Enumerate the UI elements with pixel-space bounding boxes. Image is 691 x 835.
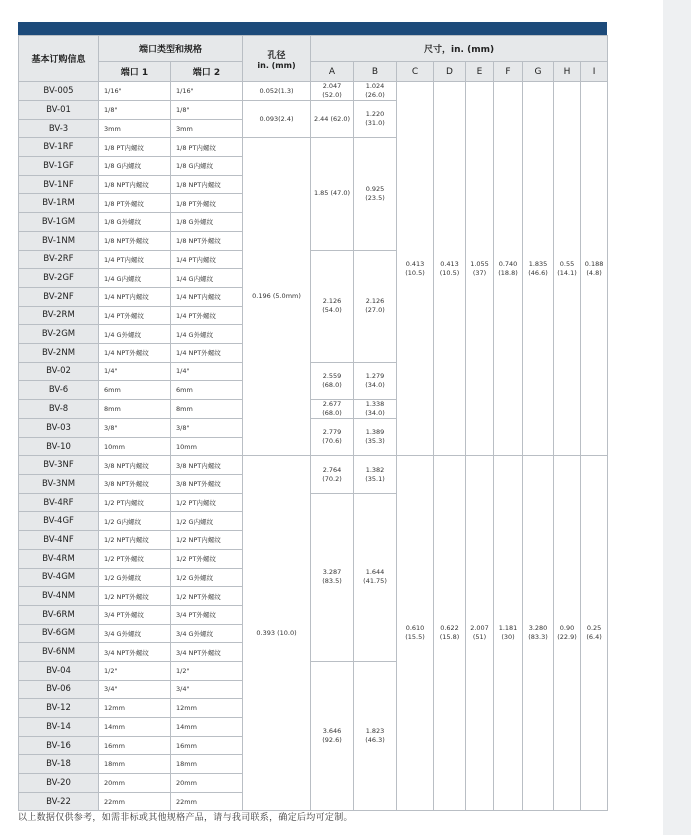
model-cell: BV-2NF <box>19 287 99 306</box>
model-cell: BV-20 <box>19 774 99 793</box>
port2-cell: 22mm <box>171 792 243 811</box>
port1-cell: 6mm <box>99 381 171 400</box>
port2-cell: 16mm <box>171 736 243 755</box>
header-dims: 尺寸，in. (mm) <box>311 36 608 62</box>
port1-cell: 1/8 PT外螺纹 <box>99 194 171 213</box>
header-col-b: B <box>354 62 397 82</box>
dim-b-cell: 0.925 (23.5) <box>354 138 397 250</box>
port1-cell: 1/2 PT外螺纹 <box>99 549 171 568</box>
port2-cell: 1/2 NPT内螺纹 <box>171 531 243 550</box>
dim-i-group1: 0.188 (4.8) <box>581 82 608 456</box>
port2-cell: 1/2" <box>171 661 243 680</box>
model-cell: BV-1GM <box>19 213 99 232</box>
model-cell: BV-22 <box>19 792 99 811</box>
port2-cell: 1/8 PT内螺纹 <box>171 138 243 157</box>
model-cell: BV-1RM <box>19 194 99 213</box>
model-cell: BV-3NF <box>19 456 99 475</box>
model-cell: BV-1NM <box>19 231 99 250</box>
model-cell: BV-005 <box>19 82 99 101</box>
port2-cell: 1/4" <box>171 362 243 381</box>
dim-b-cell: 1.382 (35.1) <box>354 456 397 493</box>
port1-cell: 3/8 NPT内螺纹 <box>99 456 171 475</box>
port1-cell: 1/8 NPT外螺纹 <box>99 231 171 250</box>
dim-d-group2: 0.622 (15.8) <box>434 456 466 811</box>
dim-a-cell: 2.779 (70.6) <box>311 419 354 456</box>
port1-cell: 1/4 NPT内螺纹 <box>99 287 171 306</box>
dim-g-group2: 3.280 (83.3) <box>523 456 554 811</box>
model-cell: BV-18 <box>19 755 99 774</box>
dim-a-cell: 2.126 (54.0) <box>311 250 354 362</box>
port1-cell: 1/2 PT内螺纹 <box>99 493 171 512</box>
port1-cell: 14mm <box>99 718 171 737</box>
port2-cell: 3/4 PT外螺纹 <box>171 605 243 624</box>
port2-cell: 3/8 NPT内螺纹 <box>171 456 243 475</box>
header-port-group: 端口类型和规格 <box>99 36 243 62</box>
port2-cell: 3mm <box>171 119 243 138</box>
port2-cell: 1/8 G内螺纹 <box>171 157 243 176</box>
dim-a-cell: 3.287 (83.5) <box>311 493 354 661</box>
port1-cell: 3mm <box>99 119 171 138</box>
dim-a-cell: 1.85 (47.0) <box>311 138 354 250</box>
model-cell: BV-3NM <box>19 475 99 494</box>
model-cell: BV-02 <box>19 362 99 381</box>
dim-a-cell: 3.646 (92.6) <box>311 661 354 811</box>
model-cell: BV-4GF <box>19 512 99 531</box>
dim-e-group1: 1.055 (37) <box>466 82 494 456</box>
dim-c-group2: 0.610 (15.5) <box>397 456 434 811</box>
port1-cell: 8mm <box>99 400 171 419</box>
port2-cell: 20mm <box>171 774 243 793</box>
port2-cell: 1/8 NPT外螺纹 <box>171 231 243 250</box>
dim-a-cell: 2.764 (70.2) <box>311 456 354 493</box>
dim-i-group2: 0.25 (6.4) <box>581 456 608 811</box>
header-col-i: I <box>581 62 608 82</box>
model-cell: BV-2GM <box>19 325 99 344</box>
port2-cell: 3/8" <box>171 419 243 438</box>
port2-cell: 10mm <box>171 437 243 456</box>
port1-cell: 1/8 PT内螺纹 <box>99 138 171 157</box>
model-cell: BV-12 <box>19 699 99 718</box>
port1-cell: 1/4 PT内螺纹 <box>99 250 171 269</box>
header-port1: 端口 1 <box>99 62 171 82</box>
header-col-g: G <box>523 62 554 82</box>
hole-cell: 0.393 (10.0) <box>243 456 311 811</box>
dim-a-cell: 2.047 (52.0) <box>311 82 354 101</box>
model-cell: BV-2GF <box>19 269 99 288</box>
hole-cell: 0.052(1.3) <box>243 82 311 101</box>
port1-cell: 1/8 NPT内螺纹 <box>99 175 171 194</box>
port2-cell: 18mm <box>171 755 243 774</box>
model-cell: BV-6 <box>19 381 99 400</box>
port2-cell: 1/4 NPT外螺纹 <box>171 343 243 362</box>
header-col-a: A <box>311 62 354 82</box>
header-hole-unit: in. (mm) <box>257 60 296 70</box>
dim-h-group1: 0.55 (14.1) <box>554 82 581 456</box>
dim-f-group1: 0.740 (18.8) <box>494 82 523 456</box>
port1-cell: 1/4 G外螺纹 <box>99 325 171 344</box>
port2-cell: 3/4 NPT外螺纹 <box>171 643 243 662</box>
dim-g-group1: 1.835 (46.6) <box>523 82 554 456</box>
port1-cell: 16mm <box>99 736 171 755</box>
dim-b-cell: 1.279 (34.0) <box>354 362 397 399</box>
model-cell: BV-01 <box>19 101 99 120</box>
hole-cell: 0.093(2.4) <box>243 101 311 138</box>
model-cell: BV-1NF <box>19 175 99 194</box>
model-cell: BV-8 <box>19 400 99 419</box>
dim-b-cell: 1.220 (31.0) <box>354 101 397 138</box>
port1-cell: 1/4 PT外螺纹 <box>99 306 171 325</box>
model-cell: BV-6GM <box>19 624 99 643</box>
right-side-panel <box>663 0 691 835</box>
port2-cell: 1/4 PT外螺纹 <box>171 306 243 325</box>
footer-note: 以上数据仅供参考，如需非标或其他规格产品，请与我司联系，确定后均可定制。 <box>18 813 353 823</box>
model-cell: BV-4RM <box>19 549 99 568</box>
port2-cell: 3/8 NPT外螺纹 <box>171 475 243 494</box>
dim-a-cell: 2.677 (68.0) <box>311 400 354 419</box>
port2-cell: 1/2 G外螺纹 <box>171 568 243 587</box>
port2-cell: 8mm <box>171 400 243 419</box>
model-cell: BV-4GM <box>19 568 99 587</box>
model-cell: BV-6RM <box>19 605 99 624</box>
spec-table <box>18 35 608 811</box>
dim-h-group2: 0.90 (22.9) <box>554 456 581 811</box>
header-port2: 端口 2 <box>171 62 243 82</box>
port1-cell: 1/4 NPT外螺纹 <box>99 343 171 362</box>
port2-cell: 1/8 G外螺纹 <box>171 213 243 232</box>
port1-cell: 22mm <box>99 792 171 811</box>
model-cell: BV-2RF <box>19 250 99 269</box>
table-row <box>19 82 608 101</box>
title-bar <box>18 22 607 35</box>
port2-cell: 3/4 G外螺纹 <box>171 624 243 643</box>
port2-cell: 6mm <box>171 381 243 400</box>
port1-cell: 18mm <box>99 755 171 774</box>
port2-cell: 1/2 PT内螺纹 <box>171 493 243 512</box>
dim-a-cell: 2.559 (68.0) <box>311 362 354 399</box>
port1-cell: 3/4 G外螺纹 <box>99 624 171 643</box>
port2-cell: 3/4" <box>171 680 243 699</box>
header-hole-title: 孔径 <box>267 50 286 61</box>
port1-cell: 1/16" <box>99 82 171 101</box>
port1-cell: 1/2" <box>99 661 171 680</box>
dim-d-group1: 0.413 (10.5) <box>434 82 466 456</box>
port2-cell: 14mm <box>171 718 243 737</box>
model-cell: BV-4NM <box>19 587 99 606</box>
port1-cell: 3/8 NPT外螺纹 <box>99 475 171 494</box>
dim-b-cell: 1.338 (34.0) <box>354 400 397 419</box>
port2-cell: 1/8 NPT内螺纹 <box>171 175 243 194</box>
port1-cell: 1/2 G内螺纹 <box>99 512 171 531</box>
header-col-c: C <box>397 62 434 82</box>
port1-cell: 1/2 NPT内螺纹 <box>99 531 171 550</box>
dim-b-cell: 2.126 (27.0) <box>354 250 397 362</box>
header-hole <box>243 36 311 82</box>
port2-cell: 1/8 PT外螺纹 <box>171 194 243 213</box>
port1-cell: 1/8 G外螺纹 <box>99 213 171 232</box>
port1-cell: 1/2 NPT外螺纹 <box>99 587 171 606</box>
header-col-e: E <box>466 62 494 82</box>
model-cell: BV-2NM <box>19 343 99 362</box>
port1-cell: 1/8 G内螺纹 <box>99 157 171 176</box>
port1-cell: 3/4 PT外螺纹 <box>99 605 171 624</box>
port2-cell: 1/4 G外螺纹 <box>171 325 243 344</box>
port2-cell: 1/4 PT内螺纹 <box>171 250 243 269</box>
model-cell: BV-16 <box>19 736 99 755</box>
port1-cell: 1/4 G内螺纹 <box>99 269 171 288</box>
port1-cell: 1/8" <box>99 101 171 120</box>
model-cell: BV-3 <box>19 119 99 138</box>
dim-a-cell: 2.44 (62.0) <box>311 101 354 138</box>
header-col-d: D <box>434 62 466 82</box>
model-cell: BV-2RM <box>19 306 99 325</box>
dim-b-cell: 1.024 (26.0) <box>354 82 397 101</box>
port2-cell: 1/2 NPT外螺纹 <box>171 587 243 606</box>
model-cell: BV-03 <box>19 419 99 438</box>
header-col-f: F <box>494 62 523 82</box>
dim-c-group1: 0.413 (10.5) <box>397 82 434 456</box>
hole-cell: 0.196 (5.0mm) <box>243 138 311 456</box>
dim-b-cell: 1.644 (41.75) <box>354 493 397 661</box>
dim-e-group2: 2.007 (51) <box>466 456 494 811</box>
port2-cell: 1/4 G内螺纹 <box>171 269 243 288</box>
model-cell: BV-04 <box>19 661 99 680</box>
model-cell: BV-6NM <box>19 643 99 662</box>
port1-cell: 3/8" <box>99 419 171 438</box>
port2-cell: 1/8" <box>171 101 243 120</box>
port2-cell: 1/2 G内螺纹 <box>171 512 243 531</box>
table-row <box>19 456 608 475</box>
port1-cell: 12mm <box>99 699 171 718</box>
header-col-h: H <box>554 62 581 82</box>
header-basic: 基本订购信息 <box>19 36 99 82</box>
port1-cell: 1/2 G外螺纹 <box>99 568 171 587</box>
port1-cell: 20mm <box>99 774 171 793</box>
port1-cell: 3/4" <box>99 680 171 699</box>
port1-cell: 3/4 NPT外螺纹 <box>99 643 171 662</box>
port1-cell: 1/4" <box>99 362 171 381</box>
port1-cell: 10mm <box>99 437 171 456</box>
port2-cell: 1/16" <box>171 82 243 101</box>
model-cell: BV-10 <box>19 437 99 456</box>
port2-cell: 1/2 PT外螺纹 <box>171 549 243 568</box>
model-cell: BV-1RF <box>19 138 99 157</box>
model-cell: BV-06 <box>19 680 99 699</box>
dim-f-group2: 1.181 (30) <box>494 456 523 811</box>
model-cell: BV-4RF <box>19 493 99 512</box>
model-cell: BV-14 <box>19 718 99 737</box>
port2-cell: 1/4 NPT内螺纹 <box>171 287 243 306</box>
dim-b-cell: 1.823 (46.3) <box>354 661 397 811</box>
model-cell: BV-1GF <box>19 157 99 176</box>
port2-cell: 12mm <box>171 699 243 718</box>
model-cell: BV-4NF <box>19 531 99 550</box>
dim-b-cell: 1.389 (35.3) <box>354 419 397 456</box>
